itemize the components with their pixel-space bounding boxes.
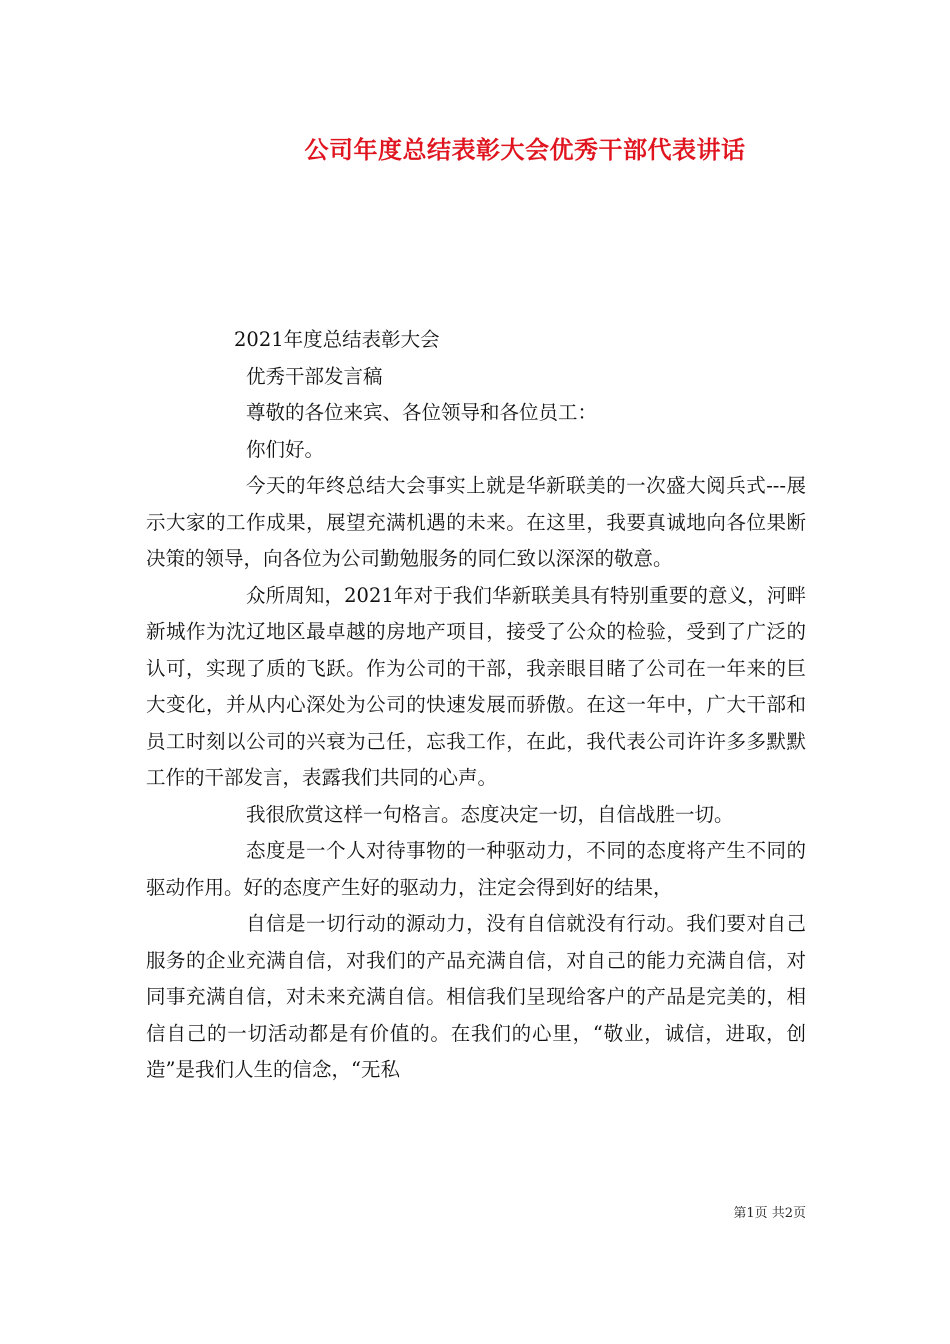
document-title: 公司年度总结表彰大会优秀干部代表讲话 [304,136,746,164]
page-number: 第1页 共2页 [733,1206,806,1221]
paragraph-confidence: 自信是一切行动的源动力，没有自信就没有行动。我们要对自己服务的企业充满自信，对我们的产品充满自信，对自己的能力充满自信，对同事充满自信，对未来充满自信。相信我们呈现给客户的产品是完美的，相信自己的一切活动都是有价值的。在我们的心里，“敬业，诚信，进取，创造”是我们人生的信念，“无私 [146,912,806,1081]
paragraph-attitude: 态度是一个人对待事物的一种驱动力，不同的态度将产生不同的驱动作用。好的态度产生好的驱动力，注定会得到好的结果， [146,839,806,899]
paragraph-heading-speech: 优秀干部发言稿 [246,364,383,388]
paragraph-salutation: 尊敬的各位来宾、各位领导和各位员工： [246,401,598,424]
document-body [146,322,806,1089]
paragraph-heading-year: 2021年度总结表彰大会 [234,328,440,351]
paragraph-motto: 我很欣赏这样一句格言。态度决定一切，自信战胜一切。 [246,802,734,826]
paragraph-greeting: 你们好。 [246,437,325,461]
paragraph-achievements: 众所周知，2021年对于我们华新联美具有特别重要的意义，河畔新城作为沈辽地区最卓越的房地产项目，接受了公众的检验，受到了广泛的认可，实现了质的飞跃。作为公司的干部，我亲眼目睹了公司在一年来的巨大变化，并从内心深处为公司的快速发展而骄傲。在这一年中，广大干部和员工时刻以公司的兴衰为己任，忘我工作，在此，我代表公司许许多多默默工作的干部发言，表露我们共同的心声。 [146,583,806,789]
paragraph-opening: 今天的年终总结大会事实上就是华新联美的一次盛大阅兵式---展示大家的工作成果，展望充满机遇的未来。在这里，我要真诚地向各位果断决策的领导，向各位为公司勤勉服务的同仁致以深深的敬意。 [146,474,806,570]
